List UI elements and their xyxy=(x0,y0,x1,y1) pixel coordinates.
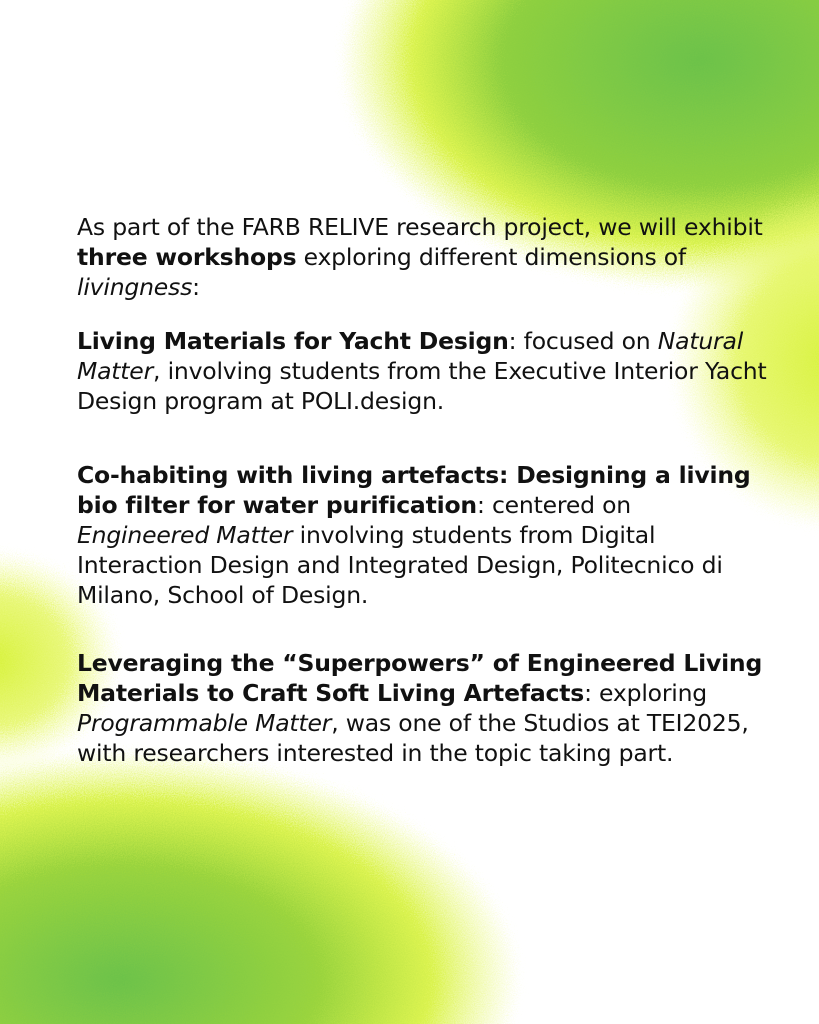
workshop-1-matter: Natural Matter xyxy=(77,327,744,385)
intro-emphasis: three workshops xyxy=(77,243,297,271)
workshop-2-lead: : centered on xyxy=(476,491,631,519)
workshop-3-description: , was one of the Studios at TEI2025, with researchers interested in the topic taking part. xyxy=(77,709,749,767)
workshop-2-matter: Engineered Matter xyxy=(77,521,293,549)
intro-text: As part of the FARB RELIVE research project, we will exhibit xyxy=(77,213,763,241)
workshop-1-paragraph xyxy=(77,326,767,416)
workshop-3-matter: Programmable Matter xyxy=(77,709,332,737)
intro-italic-term: livingness xyxy=(77,273,193,301)
workshop-1-lead: : focused on xyxy=(508,327,658,355)
workshop-2-description: involving students from Digital Interaction Design and Integrated Design, Politecnico di Milano, School of Design. xyxy=(77,521,723,609)
workshop-2-paragraph xyxy=(77,460,767,610)
workshop-1-description: , involving students from the Executive Interior Yacht Design program at POLI.design. xyxy=(77,357,767,415)
workshops-text-block xyxy=(77,212,767,768)
workshop-3-lead: : exploring xyxy=(584,679,708,707)
workshop-3-title: Leveraging the “Superpowers” of Engineered Living Materials to Craft Soft Living Artefacts xyxy=(77,649,763,707)
spray-bottom-left xyxy=(0,750,520,1024)
intro-text-end: : xyxy=(192,273,200,301)
workshop-1-title: Living Materials for Yacht Design xyxy=(77,327,509,355)
workshop-3-paragraph xyxy=(77,648,767,768)
intro-text-middle: exploring different dimensions of xyxy=(296,243,687,271)
intro-paragraph xyxy=(77,212,767,302)
workshop-2-title: Co-habiting with living artefacts: Designing a living bio filter for water purification xyxy=(77,461,751,519)
